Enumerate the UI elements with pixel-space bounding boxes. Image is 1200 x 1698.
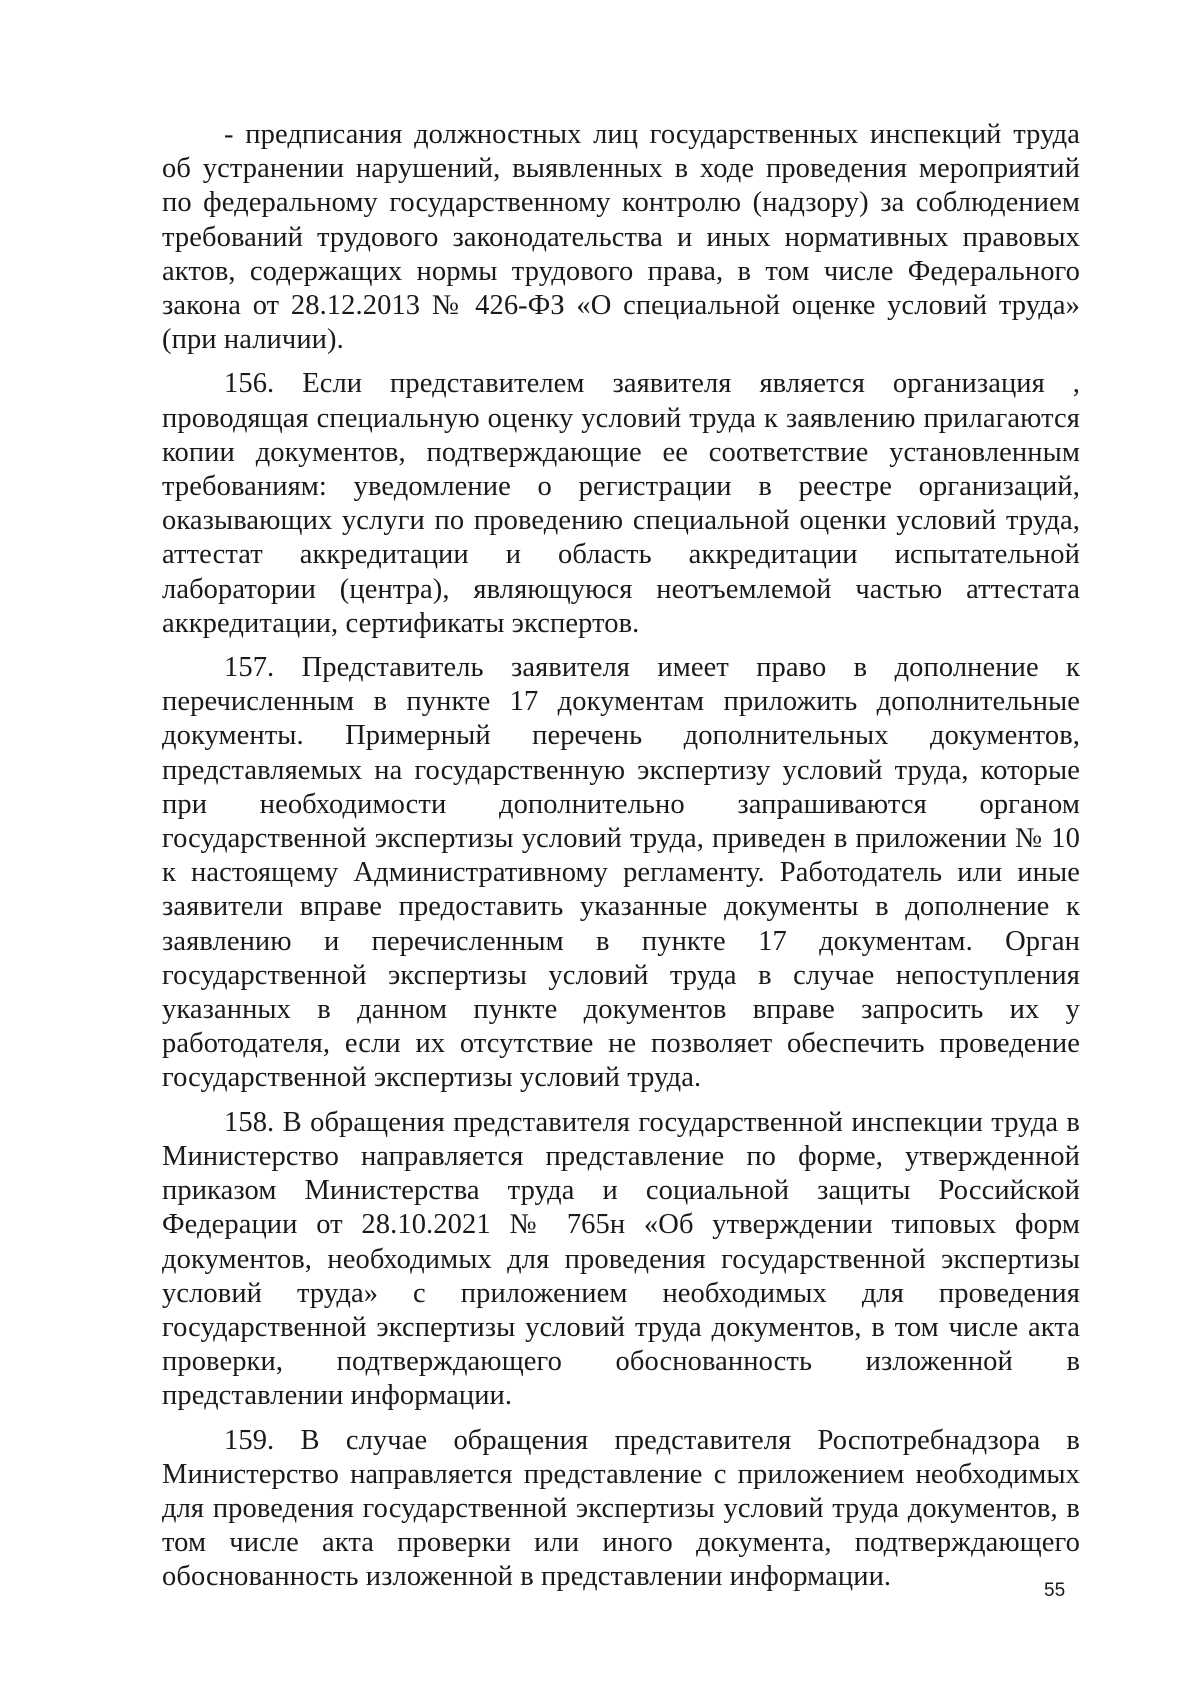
page-number: 55 — [1044, 1580, 1066, 1601]
paragraph-158: 158. В обращения представителя государственной инспекции труда в Министерство направляется представление по форме, утвержденной приказом Министерства труда и социальной защиты Российской Федерации от 28.10.2021 № 765н «Об утверждении типовых форм документов, необходимых для проведения государственной экспертизы условий труда» с приложением необходимых для проведения государственной экспертизы условий труда документов, в том числе акта проверки, подтверждающего обоснованность изложенной в представлении информации. — [162, 1106, 1080, 1412]
paragraph-159: 159. В случае обращения представителя Роспотребнадзора в Министерство направляется представление с приложением необходимых для проведения государственной экспертизы условий труда документов, в том числе акта проверки или иного документа, подтверждающего обоснованность изложенной в представлении информации. — [162, 1424, 1080, 1593]
paragraph-156: 156. Если представителем заявителя является организация , проводящая специальную оценку условий труда к заявлению прилагаются копии документов, подтверждающие ее соответствие установленным требованиям: уведомление о регистрации в реестре организаций, оказывающих услуги по проведению специальной оценки условий труда, аттестат аккредитации и область аккредитации испытательной лаборатории (центра), являющуюся неотъемлемой частью аттестата аккредитации, сертификаты экспертов. — [162, 368, 1080, 639]
document-body — [162, 118, 1080, 1605]
paragraph-157: 157. Представитель заявителя имеет право в дополнение к перечисленным в пункте 17 документам приложить дополнительные документы. Примерный перечень дополнительных документов, представляемых на государственную экспертизу условий труда, которые при необходимости дополнительно запрашиваются органом государственной экспертизы условий труда, приведен в приложении № 10 к настоящему Административному регламенту. Работодатель или иные заявители вправе предоставить указанные документы в дополнение к заявлению и перечисленным в пункте 17 документам. Орган государственной экспертизы условий труда в случае непоступления указанных в данном пункте документов вправе запросить их у работодателя, если их отсутствие не позволяет обеспечить проведение государственной экспертизы условий труда. — [162, 652, 1080, 1094]
paragraph-prescriptions: - предписания должностных лиц государственных инспекций труда об устранении нарушений, выявленных в ходе проведения мероприятий по федеральному государственному контролю (надзору) за соблюдением требований трудового законодательства и иных нормативных правовых актов, содержащих нормы трудового права, в том числе Федерального закона от 28.12.2013 № 426-ФЗ «О специальной оценке условий труда» (при наличии). — [162, 119, 1080, 356]
